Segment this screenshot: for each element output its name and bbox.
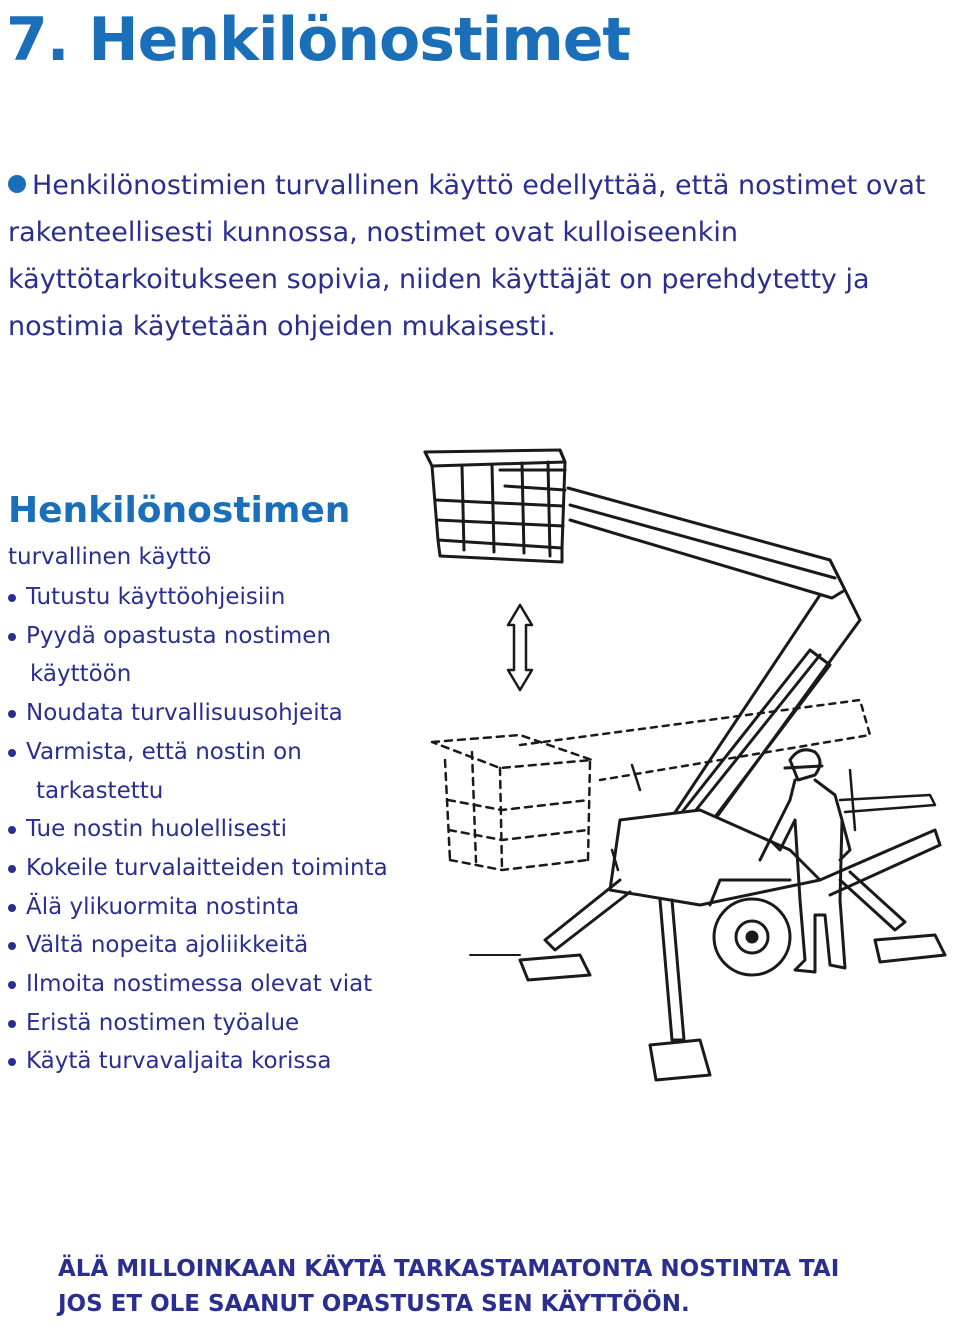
list-item: Kokeile turvalaitteiden toiminta	[8, 849, 438, 888]
list-item: Noudata turvallisuusohjeita	[8, 694, 438, 733]
intro-paragraph	[8, 162, 938, 350]
list-item: Älä ylikuormita nostinta	[8, 888, 438, 927]
upper-basket-icon	[425, 450, 565, 562]
list-item: Tutustu käyttöohjeisiin	[8, 578, 438, 617]
bullet-icon	[8, 175, 26, 193]
section-title: Henkilönostimen	[8, 490, 351, 531]
list-item: Vältä nopeita ajoliikkeitä	[8, 926, 438, 965]
list-item: Eristä nostimen työalue	[8, 1004, 438, 1043]
list-item: Ilmoita nostimessa olevat viat	[8, 965, 438, 1004]
section-subtitle: turvallinen käyttö	[8, 544, 212, 570]
list-item: Pyydä opastusta nostimen käyttöön	[8, 617, 438, 694]
list-item-continuation: tarkastettu	[36, 777, 164, 804]
chapter-title: 7. Henkilönostimet	[6, 5, 631, 75]
list-item: Tue nostin huolellisesti	[8, 810, 438, 849]
intro-text: Henkilönostimien turvallinen käyttö edellyttää, että nostimet ovat rakenteellisesti kunnossa, nostimet ovat kulloiseenkin käyttötarkoitukseen sopivia, niiden käyttäjät on perehdytetty ja nostimia käytetään ohjeiden mukaisesti.	[8, 170, 926, 342]
list-item: Käytä turvavaljaita korissa	[8, 1042, 438, 1081]
boom-lift-illustration	[418, 430, 958, 1110]
lower-basket-dashed-icon	[432, 735, 592, 870]
list-item-continuation: käyttöön	[30, 661, 132, 688]
double-arrow-icon	[508, 605, 532, 690]
safety-rules-list	[8, 578, 438, 1081]
hitch-icon	[840, 770, 935, 830]
list-item: Varmista, että nostin on tarkastettu	[8, 733, 438, 810]
warning-text	[58, 1252, 839, 1322]
warning-line-2: JOS ET OLE SAANUT OPASTUSTA SEN KÄYTTÖÖN.	[58, 1291, 690, 1317]
warning-line-1: ÄLÄ MILLOINKAAN KÄYTÄ TARKASTAMATONTA NOSTINTA TAI	[58, 1256, 840, 1282]
